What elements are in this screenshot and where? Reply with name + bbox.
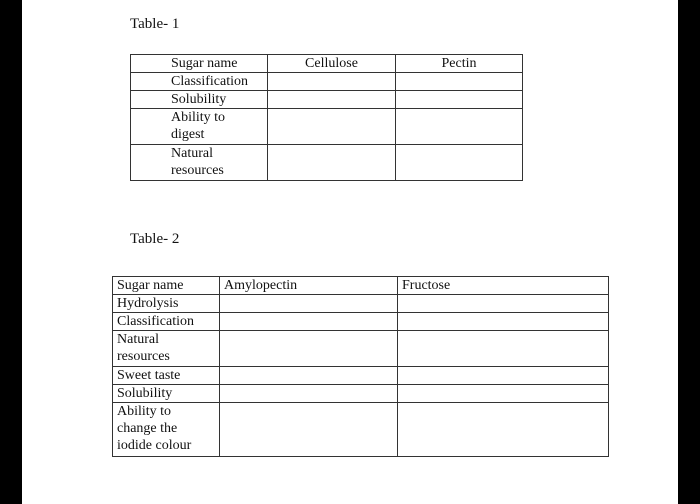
table-cell [398,295,609,313]
table-row [113,385,609,403]
table1-row-label: Solubility [131,91,268,109]
table-cell [220,295,398,313]
table-cell [396,109,523,145]
table1-row-label: Natural resources [131,145,268,181]
table1-header-pectin: Pectin [396,55,523,73]
table1-header-cellulose: Cellulose [268,55,396,73]
table-cell [398,403,609,457]
table-cell [220,313,398,331]
table-cell [396,145,523,181]
table-cell [220,367,398,385]
table2-row-label: Natural resources [113,331,220,367]
table-cell [398,331,609,367]
table2-caption: Table- 2 [130,231,180,247]
table-cell [268,91,396,109]
table1-row-label: Ability to digest [131,109,268,145]
table2-row-label: Ability to change the iodide colour [113,403,220,457]
table-cell [220,403,398,457]
table-cell [396,91,523,109]
table-cell [398,385,609,403]
table-row [113,277,609,295]
table1 [130,54,523,181]
table2-row-label: Hydrolysis [113,295,220,313]
table2-header-fructose: Fructose [398,277,609,295]
table-cell [220,331,398,367]
table-row [113,295,609,313]
table-row [131,91,523,109]
table2-row-label: Sweet taste [113,367,220,385]
table-cell [268,109,396,145]
table1-row-label: Classification [131,73,268,91]
table-row [131,73,523,91]
document-page [22,0,678,504]
table2-row-label: Classification [113,313,220,331]
table-row [131,109,523,145]
table2-header-amylopectin: Amylopectin [220,277,398,295]
table-row [131,55,523,73]
table-row [113,313,609,331]
table-cell [220,385,398,403]
table-row [113,403,609,457]
table-cell [268,145,396,181]
table-row [131,145,523,181]
table-row [113,331,609,367]
table1-header-sugar-name: Sugar name [131,55,268,73]
table-row [113,367,609,385]
table2 [112,276,609,457]
table-cell [268,73,396,91]
table2-row-label: Solubility [113,385,220,403]
table-cell [398,367,609,385]
table1-caption: Table- 1 [130,16,180,32]
table-cell [396,73,523,91]
table2-header-sugar-name: Sugar name [113,277,220,295]
table-cell [398,313,609,331]
